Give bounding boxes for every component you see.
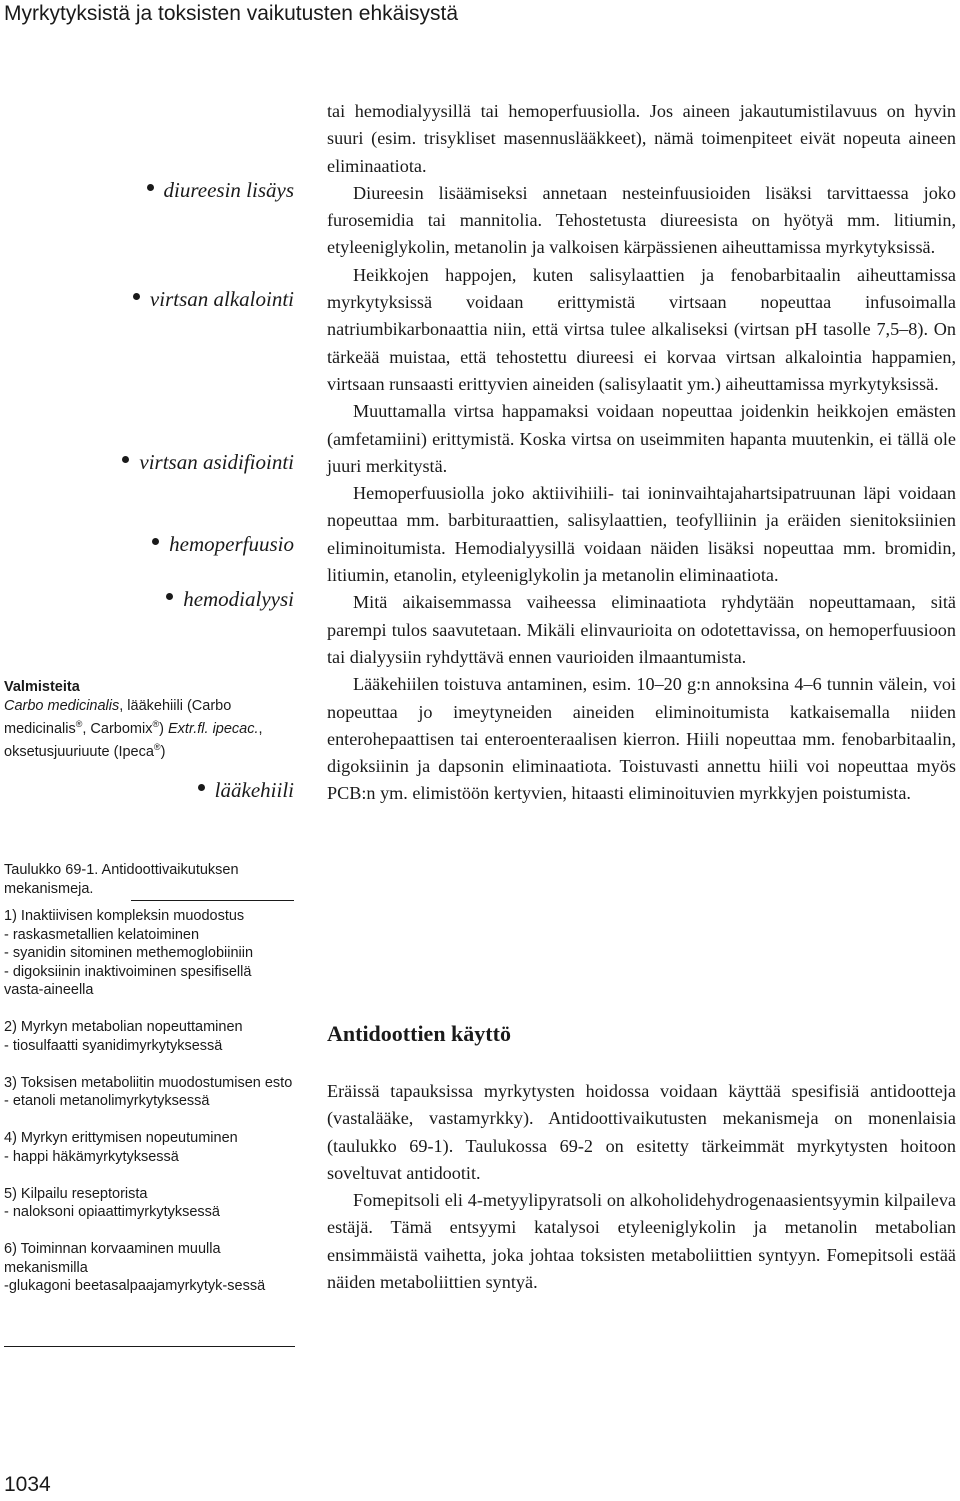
preparations-text: Carbo medicinalis, lääkehiili (Carbo medicinalis®, Carbomix®) Extr.fl. ipecac., oksetusjuuriuute (Ipeca®) — [4, 697, 263, 761]
table-item: 1) Inaktiivisen kompleksin muodostus - raskasmetallien kelatoiminen - syanidin sitominen methemoglobiiniin - digoksiinin inaktivoiminen spesifisellä vasta-aineella — [4, 908, 254, 998]
margin-note-hemodialysis: hemodialyysi — [166, 587, 294, 612]
antidote-mechanism-table — [4, 861, 294, 1296]
paragraph: tai hemodialyysillä tai hemoperfuusiolla. Jos aineen jakautumistilavuus on hyvin suuri (esim. trisykliset masennuslääkkeet), nämä toimenpiteet eivät nopeuta aineen eliminaatiota. — [327, 101, 956, 176]
margin-note-alkalization: virtsan alkalointi — [133, 287, 294, 312]
running-header: Myrkytyksistä ja toksisten vaikutusten ehkäisystä — [4, 2, 459, 25]
bullet-icon — [122, 456, 129, 463]
section-body-text — [327, 1078, 956, 1296]
margin-note-acidification: virtsan asidifiointi — [122, 450, 294, 475]
table-bottom-rule — [4, 1346, 295, 1347]
paragraph: Heikkojen happojen, kuten salisylaattien ja fenobarbitaalin aiheuttamissa myrkytyksissä voidaan erittymistä virtsaan nopeuttaa infusoimalla natriumbikarbonaattia niin, että virtsa tulee alkaliseksi (virtsan pH tasolle 7,5–8). On tärkeää muistaa, että tehostettu diureesi ei korvaa virtsan alkalointia happamien, virtsaan runsaasti erittyvien aineiden (salisylaatit ym.) aiheuttamissa myrkytyksissä. — [327, 264, 956, 394]
table-item: 2) Myrkyn metabolian nopeuttaminen - tiosulfaatti syanidimyrkytyksessä — [4, 1019, 243, 1054]
table-item: 3) Toksisen metaboliitin muodostumisen esto - etanoli metanolimyrkytyksessä — [4, 1074, 293, 1109]
table-caption: Taulukko 69-1. Antidoottivaikutuksen mekanismeja. — [4, 862, 239, 897]
preparations-heading: Valmisteita — [4, 679, 80, 695]
body-text — [327, 98, 956, 808]
paragraph: Muuttamalla virtsa happamaksi voidaan nopeuttaa joidenkin heikkojen emästen (amfetamiini) erittymistä. Koska virtsa on useimmiten hapanta muutenkin, ei tällä ole juuri merkitystä. — [327, 401, 956, 476]
bullet-icon — [152, 538, 159, 545]
paragraph: Diureesin lisäämiseksi annetaan nesteinfuusioiden lisäksi tarvittaessa joko furosemidia tai mannitolia. Tehostetusta diureesista on hyötyä mm. litiumin, etyleeniglykolin, metanolin ja valkoisen kärpässienen aiheuttamissa myrkytyksissä. — [327, 182, 956, 258]
margin-note-diuresis: diureesin lisäys — [147, 178, 294, 203]
bullet-icon — [133, 293, 140, 300]
table-item: 5) Kilpailu reseptorista - naloksoni opiaattimyrkytyksessä — [4, 1185, 220, 1220]
bullet-icon — [198, 784, 205, 791]
table-item: 6) Toiminnan korvaaminen muulla mekanismilla -glukagoni beetasalpaajamyrkytyk-sessä — [4, 1241, 266, 1294]
bullet-icon — [147, 184, 154, 191]
page-number: 1034 — [4, 1473, 51, 1496]
paragraph: Hemoperfuusiolla joko aktiivihiili- tai ioninvaihtajahartsipatruunan läpi voidaan nopeuttaa mm. barbituraattien, salisylaattien, teofylliinin ja eräiden sienitoksiinien eliminoitumista. Hemodialyysillä voidaan näiden lisäksi nopeuttaa mm. bromidin, litiumin, etanolin, etyleeniglykolin ja metanolin eliminaatiota. — [327, 483, 956, 586]
table-items — [4, 907, 294, 1296]
table-item: 4) Myrkyn erittymisen nopeutuminen - happi häkämyrkytyksessä — [4, 1130, 238, 1165]
margin-note-activated-charcoal: lääkehiili — [198, 778, 294, 803]
preparations-box — [4, 678, 294, 762]
margin-note-hemoperfusion: hemoperfuusio — [152, 532, 294, 557]
paragraph: Eräissä tapauksissa myrkytysten hoidossa voidaan käyttää spesifisiä antidootteja (vastalääke, vastamyrkky). Antidoottivaikutusten mekanismeja on monenlaisia (taulukko 69-1). Taulukossa 69-2 on esitetty tärkeimmät myrkytysten hoitoon soveltuvat antidootit. — [327, 1081, 956, 1183]
caption-rule — [131, 900, 294, 901]
paragraph: Lääkehiilen toistuva antaminen, esim. 10–20 g:n annoksina 4–6 tunnin välein, voi nopeuttaa jo imeytyneiden aineiden eliminoitumista katkaisemalla niiden enterohepaattisen tai enteroenteraalisen kierron. Hiili nopeuttaa mm. fenobarbitaalin, digoksiinin ja dapsonin eliminaatiota. Toistuvasti annettu hiili voi nopeuttaa myös PCB:n ym. elimistöön kertyvien, hitaasti eliminoituvien myrkkyjen poistumista. — [327, 674, 956, 804]
paragraph: Fomepitsoli eli 4-metyylipyratsoli on alkoholidehydrogenaasientsyymin kilpaileva estäjä. Tämä entsyymi katalysoi etyleeniglykolin ja metanolin metabolian ensimmäistä vaihetta, joka johtaa toksisten metaboliittien syntyyn. Fomepitsoli estää näiden metaboliittien syntyä. — [327, 1190, 956, 1293]
section-heading: Antidoottien käyttö — [327, 1021, 511, 1046]
bullet-icon — [166, 593, 173, 600]
paragraph: Mitä aikaisemmassa vaiheessa eliminaatiota ryhdytään nopeuttamaan, sitä parempi tulos saavutetaan. Mikäli elinvaurioita on odotettavissa, on hemoperfuusioon tai dialyysiin ryhdyttävä ennen vaurioiden ilmaantumista. — [327, 592, 956, 667]
